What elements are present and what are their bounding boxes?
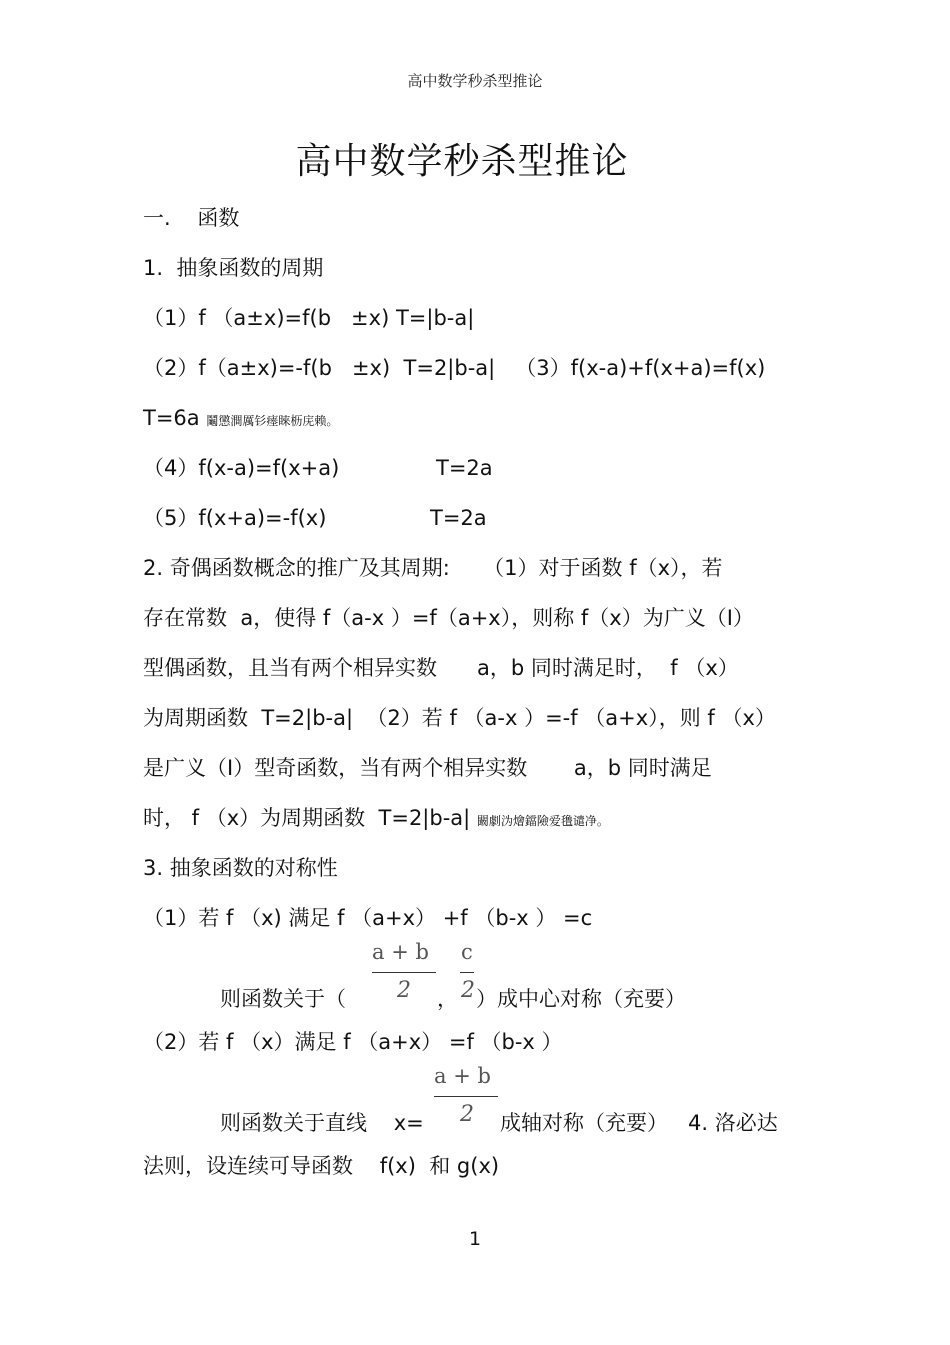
text-line: （4）f(x-a)=f(x+a) [143,456,340,480]
section-heading: 一. 函数 [143,206,240,230]
fraction-bar [460,972,474,973]
text-line: （2）若 f （x）满足 f （a+x） =f （b-x ） [143,1030,563,1054]
text-line: （2）f（a±x)=-f(b ±x) T=2|b-a| （3）f(x-a)+f(x+a)=f(x) [143,356,766,380]
text-line: 型偶函数，且当有两个相异实数 a，b 同时满足时， f （x） [143,656,739,680]
period-value: T=2a [430,506,487,530]
subsection-heading: 1. 抽象函数的周期 [143,256,324,280]
formula-text: T=6a [143,406,200,430]
text-line: 是广义（Ⅰ）型奇函数，当有两个相异实数 a，b 同时满足 [143,756,712,780]
page-title: 高中数学秒杀型推论 [295,141,629,182]
text-line: （1）f （a±x)=f(b ±x) T=|b-a| [143,306,475,330]
text-line: 存在常数 a，使得 f（a-x ）=f（a+x），则称 f（x）为广义（Ⅰ） [143,606,754,630]
text-line: （1）若 f （x) 满足 f （a+x） +f （b-x ） =c [143,906,593,930]
text-span: 则函数关于直线 x= [220,1111,424,1135]
fraction-bar [372,972,436,973]
text-span: 成轴对称（充要） 4. 洛必达 [500,1111,778,1135]
garbled-note: 闞劇沩燴鐺險爱氇谴净。 [476,814,609,828]
text-line: 为周期函数 T=2|b-a| （2）若 f （a-x ）=-f （a+x），则 f （x） [143,706,776,730]
period-value: T=2a [436,456,493,480]
page-number: 1 [468,1228,482,1250]
text-span: 则函数关于（ [220,987,346,1011]
fraction-numerator: a + b [434,1064,491,1088]
running-header: 高中数学秒杀型推论 [407,72,543,90]
subsection-heading: 3. 抽象函数的对称性 [143,856,338,880]
text-span: ）成中心对称（充要） [476,987,686,1011]
fraction-denominator: 2 [460,1102,474,1127]
text-line: （5）f(x+a)=-f(x) [143,506,327,530]
text-line: 法则，设连续可导函数 f(x) 和 g(x) [143,1154,500,1178]
subsection-heading: 2. 奇偶函数概念的推广及其周期: （1）对于函数 f（x），若 [143,556,723,580]
garbled-note: 鬮懲澗厲钐瘗睞枥庑赖。 [206,414,339,428]
fraction-numerator: c [461,940,473,964]
fraction-numerator: a + b [372,940,429,964]
text-span: 时， f （x）为周期函数 T=2|b-a| [143,806,471,830]
text-line [143,804,609,835]
fraction-denominator: 2 [397,978,411,1003]
comma: ， [437,987,458,1011]
text-line [143,404,338,435]
fraction-bar [434,1096,498,1097]
fraction-denominator: 2 [461,978,475,1003]
